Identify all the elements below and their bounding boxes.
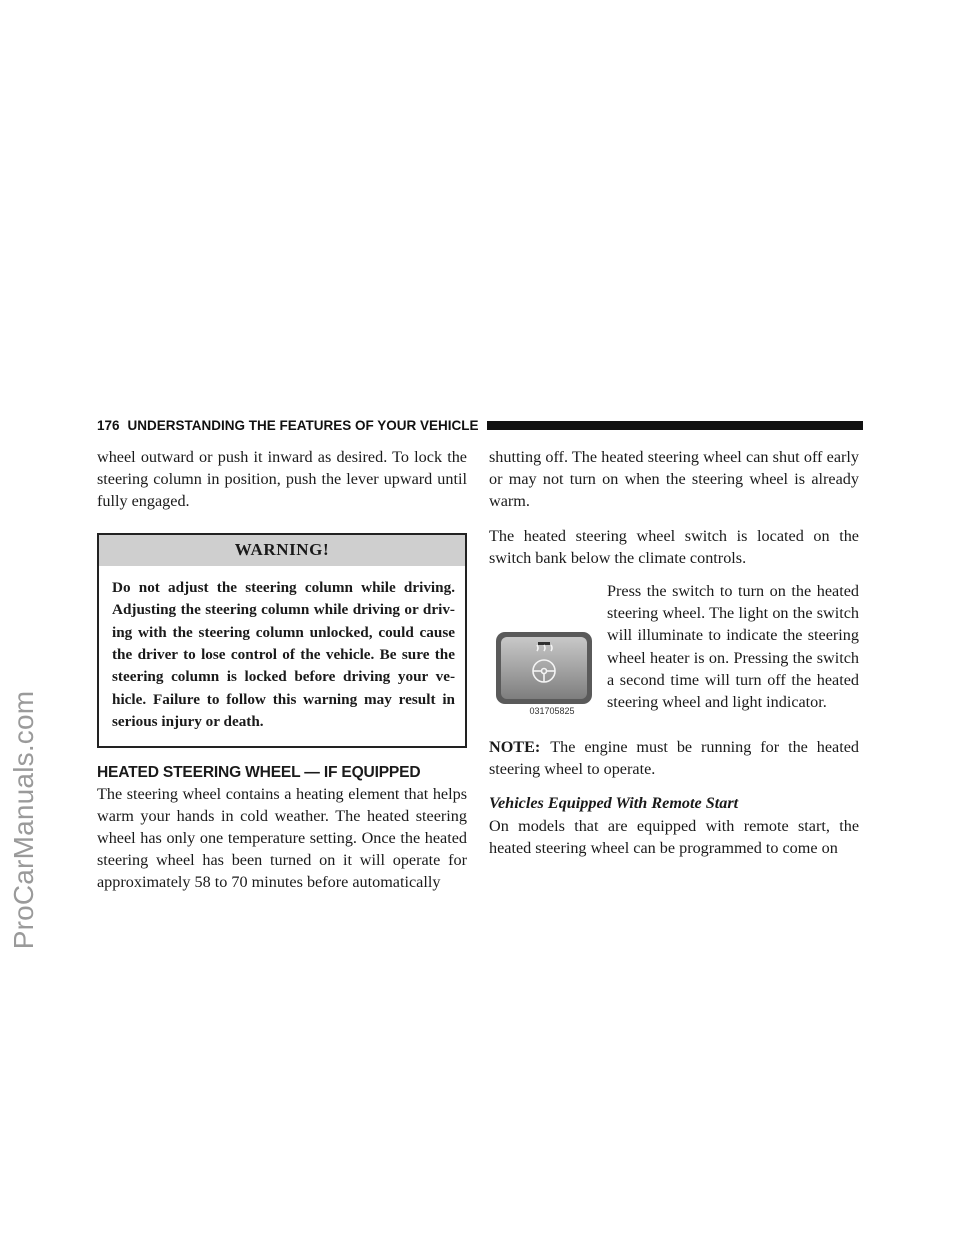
heated-steering-wheel-switch-icon bbox=[494, 631, 594, 717]
section-paragraph: The steering wheel contains a heating element that helps warm your hands in cold weather. The heated steering wheel has only one temperature setting. Once the heated steering wheel has been turned on it will operate for approximately 58 to 70 minutes before automatically bbox=[97, 784, 467, 892]
site-watermark bbox=[4, 500, 44, 1140]
page-header bbox=[97, 416, 863, 434]
note-text: The engine must be running for the heated steering wheel to operate. bbox=[489, 738, 859, 779]
switch-figure-block bbox=[489, 580, 859, 736]
page-number: 176 bbox=[97, 417, 120, 433]
figure-code: 031705825 bbox=[529, 706, 575, 717]
note-label: NOTE: bbox=[489, 738, 541, 757]
warning-text: Do not adjust the steering column while driving. Adjusting the steering column while driving or driv-ing with the steering column unlocked, could cause the driver to lose control of the vehicle. Be sure the steering column is locked before driving your ve-hicle. Failure to follow this warning may result in serious injury or death. bbox=[112, 578, 455, 731]
continuation-paragraph: shutting off. The heated steering wheel can shut off early or may not turn on when the steering wheel is already warm. bbox=[489, 448, 859, 511]
note-paragraph bbox=[489, 736, 859, 780]
warning-title: WARNING! bbox=[99, 535, 465, 566]
section-title: UNDERSTANDING THE FEATURES OF YOUR VEHICLE bbox=[127, 417, 479, 433]
switch-instructions: Press the switch to turn on the heated steering wheel. The light on the switch will illuminate to indicate the steering wheel heater is on. Pressing the switch a second time will turn off the heated steering wheel and light indicator. bbox=[607, 582, 859, 712]
site-watermark-text: ProCarManuals.com bbox=[8, 690, 39, 950]
intro-paragraph: wheel outward or push it inward as desired. To lock the steering column in position, push the lever upward until fully engaged. bbox=[97, 448, 467, 511]
left-column bbox=[97, 446, 467, 894]
switch-location-paragraph: The heated steering wheel switch is located on the switch bank below the climate controls. bbox=[489, 526, 859, 567]
header-rule bbox=[487, 421, 863, 430]
warning-box bbox=[97, 533, 467, 748]
header-text bbox=[97, 418, 479, 433]
remote-start-paragraph: On models that are equipped with remote start, the heated steering wheel can be programmed to come on bbox=[489, 816, 859, 857]
section-heading: HEATED STEERING WHEEL — IF EQUIPPED bbox=[97, 763, 421, 781]
right-column bbox=[489, 446, 859, 859]
remote-start-subheading: Vehicles Equipped With Remote Start bbox=[489, 794, 739, 813]
